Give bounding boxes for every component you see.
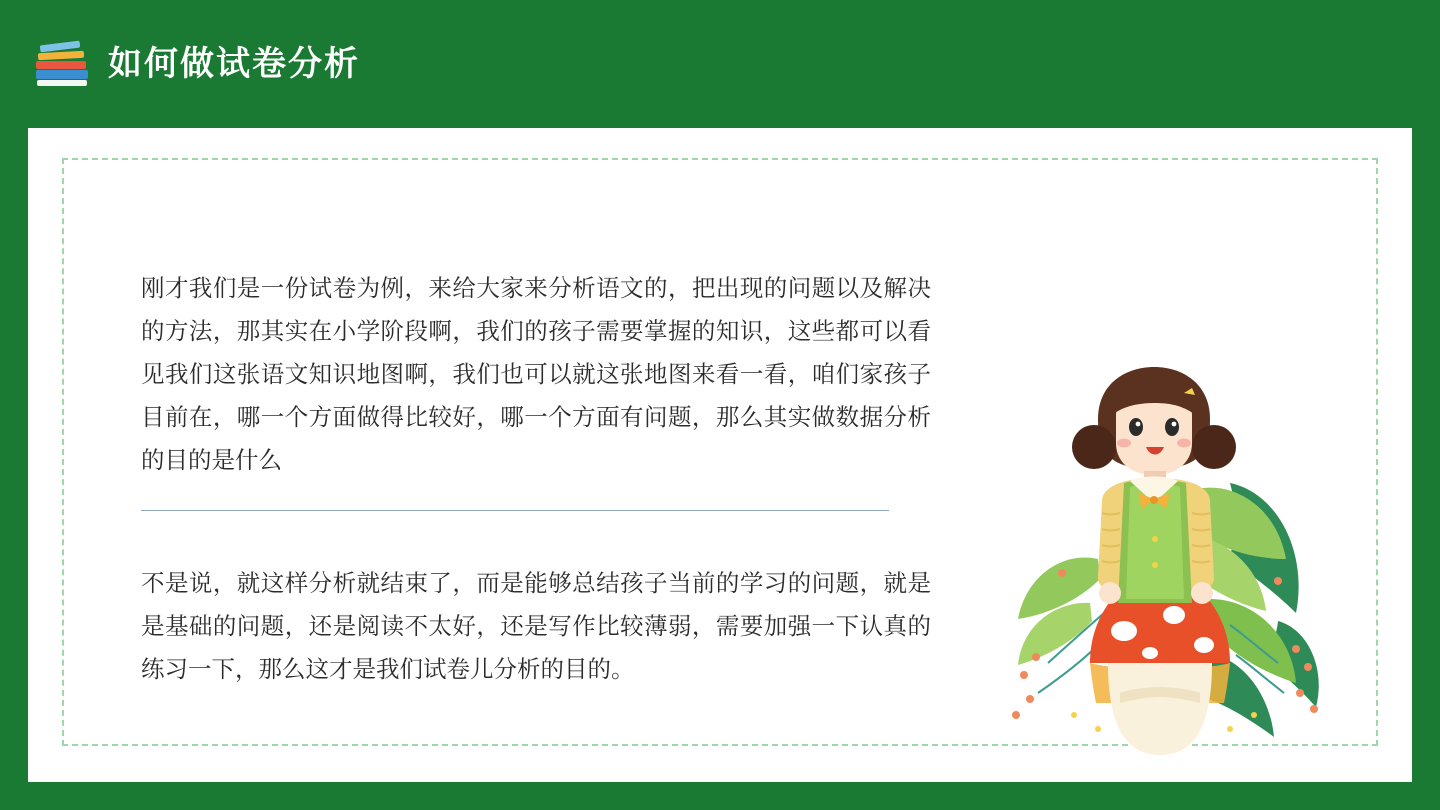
paragraph-two: 不是说，就这样分析就结束了，而是能够总结孩子当前的学习的问题，就是是基础的问题，还是阅读不太好，还是写作比较薄弱，需要加强一下认真的练习一下，那么这才是我们试卷儿分析的目的。 xyxy=(141,571,931,683)
girl-with-mushroom-and-leaves-illustration xyxy=(978,363,1338,783)
slide-header xyxy=(0,0,1440,128)
text-column xyxy=(141,268,931,692)
paragraph-one: 刚才我们是一份试卷为例，来给大家来分析语文的，把出现的问题以及解决的方法，那其实在小学阶段啊，我们的孩子需要掌握的知识，这些都可以看见我们这张语文知识地图啊，我们也可以就这张地图来看一看，咱们家孩子目前在，哪一个方面做得比较好，哪一个方面有问题，那么其实做数据分析的目的是什么 xyxy=(141,276,931,474)
content-card xyxy=(28,128,1412,782)
page-title: 如何做试卷分析 xyxy=(108,45,360,83)
stacked-books-icon xyxy=(36,41,90,87)
divider xyxy=(141,510,889,511)
